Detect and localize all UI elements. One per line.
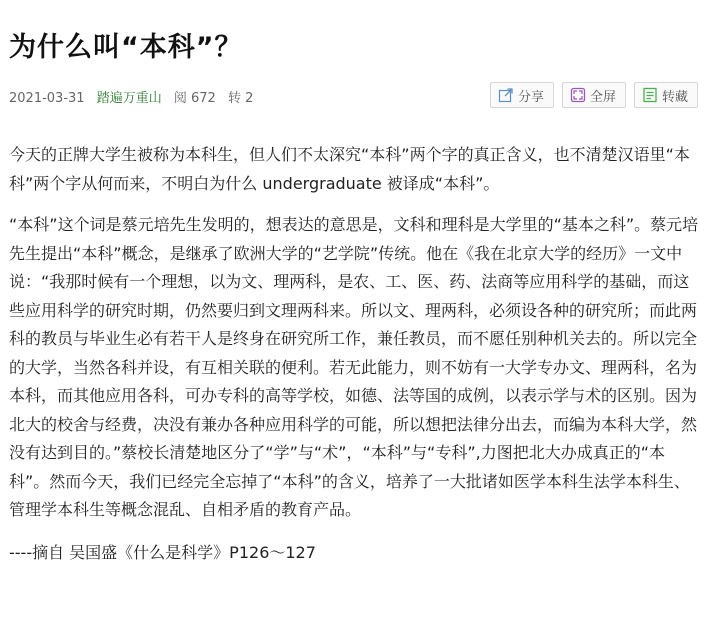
fullscreen-label: 全屏: [589, 89, 616, 105]
article-actions: [490, 82, 698, 108]
share-button[interactable]: [490, 82, 554, 108]
article-meta: [9, 87, 253, 106]
share-label: 分享: [517, 89, 544, 105]
paragraph: 今天的正牌大学生被称为本科生，但人们不太深究“本科”两个字的真正含义，也不清楚汉语里“本科”两个字从何而来，不明白为什么 undergraduate 被译成“本科”。: [9, 145, 690, 193]
share-icon: [498, 87, 514, 103]
article-body: [9, 141, 701, 567]
author-link[interactable]: 踏遍万重山: [96, 91, 162, 106]
source-citation: ----摘自 吴国盛《什么是科学》P126～127: [9, 542, 316, 562]
repost-count: 转 2: [227, 91, 254, 106]
article-title: 为什么叫“本科”？: [9, 32, 243, 64]
fullscreen-button[interactable]: [562, 82, 626, 108]
paragraph: “本科”这个词是蔡元培先生发明的，想表达的意思是，文科和理科是大学里的“基本之科”。蔡元培先生提出“本科”概念，是继承了欧洲大学的“艺学院”传统。他在《我在北京大学的经历》一文中说：“我那时候有一个理想，以为文、理两科，是农、工、医、药、法商等应用科学的基础，而这些应用科学的研究时期，仍然要归到文理两科来。所以文、理两科，必须设各种的研究所；而此两科的教员与毕业生必有若干人是终身在研究所工作，兼任教员，而不愿任别种机关去的。所以完全的大学，当然各科并设，有互相关联的便利。若无此能力，则不妨有一大学专办文、理两科，名为本科，而其他应用各科，可办专科的高等学校，如德、法等国的成例，以表示学与术的区别。因为北大的校舍与经费，决没有兼办各种应用科学的可能，所以想把法律分出去，而编为本科大学，然没有达到目的。”蔡校长清楚地区分了“学”与“术”，“本科”与“专科”,力图把北大办成真正的“本科”。然而今天，我们已经完全忘掉了“本科”的含义，培养了一大批诸如医学本科生法学本科生、管理学本科生等概念混乱、自相矛盾的教育产品。: [9, 215, 699, 519]
read-count: 阅 672: [173, 91, 216, 106]
collect-button[interactable]: [634, 82, 698, 108]
collect-icon: [642, 87, 658, 103]
publish-date: 2021-03-31: [9, 91, 85, 106]
fullscreen-icon: [570, 87, 586, 103]
collect-label: 转藏: [661, 89, 688, 105]
